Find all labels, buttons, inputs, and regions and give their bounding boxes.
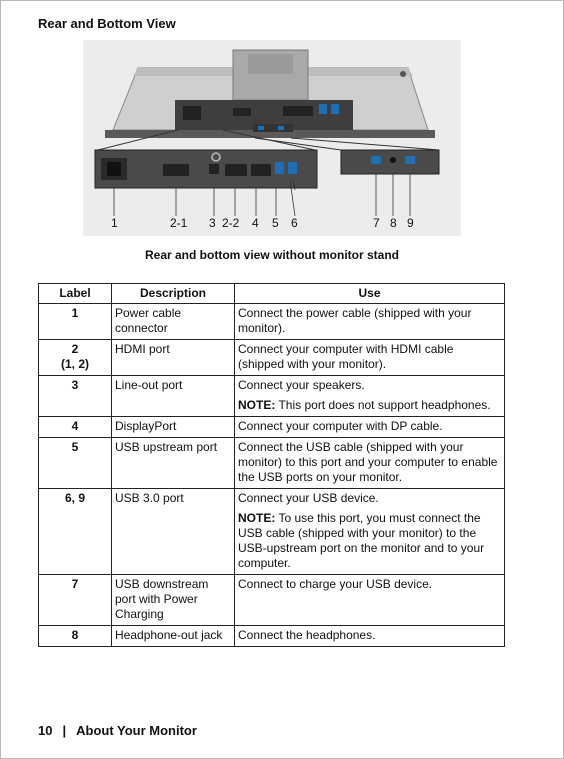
row-use xyxy=(235,575,505,626)
callout-label: 7 xyxy=(373,216,380,230)
use-text: Connect your computer with DP cable. xyxy=(238,419,443,433)
row-use xyxy=(235,304,505,340)
row-description: Power cable connector xyxy=(112,304,235,340)
callout-label: 1 xyxy=(111,216,118,230)
label-text: 3 xyxy=(71,378,79,392)
footer-separator: | xyxy=(62,723,67,738)
chapter-title: About Your Monitor xyxy=(76,723,197,738)
note-paragraph xyxy=(238,398,501,413)
use-text: Connect your computer with HDMI cable (shipped with your monitor). xyxy=(238,342,454,371)
label-text: 1 xyxy=(71,306,79,320)
row-description: DisplayPort xyxy=(112,417,235,438)
ports-table xyxy=(38,283,505,647)
callout-label: 4 xyxy=(252,216,259,230)
label-text: 4 xyxy=(71,419,79,433)
use-text: Connect your speakers. xyxy=(238,378,365,392)
use-text: Connect the USB cable (shipped with your monitor) to this port and your computer to enable the USB ports on your monitor. xyxy=(238,440,498,484)
callout-label: 8 xyxy=(390,216,397,230)
use-text: Connect the power cable (shipped with your monitor). xyxy=(238,306,472,335)
row-label xyxy=(39,340,112,376)
figure-caption: Rear and bottom view without monitor stand xyxy=(144,248,399,262)
label-text: 5 xyxy=(71,440,79,454)
use-text: Connect your USB device. xyxy=(238,491,379,505)
callout-label: 3 xyxy=(209,216,216,230)
table-row xyxy=(39,489,505,575)
row-use xyxy=(235,438,505,489)
figure-callouts xyxy=(0,216,564,236)
row-description: HDMI port xyxy=(112,340,235,376)
table-row xyxy=(39,417,505,438)
row-description: USB upstream port xyxy=(112,438,235,489)
row-label xyxy=(39,626,112,647)
row-label xyxy=(39,489,112,575)
header-description: Description xyxy=(112,284,235,304)
row-label xyxy=(39,438,112,489)
use-text: Connect to charge your USB device. xyxy=(238,577,433,591)
section-title: Rear and Bottom View xyxy=(38,16,176,31)
note-label: NOTE: xyxy=(238,398,276,412)
monitor-rear-bottom-illustration xyxy=(83,40,461,236)
row-description: Line-out port xyxy=(112,376,235,417)
label-text: 8 xyxy=(71,628,79,642)
callout-label: 9 xyxy=(407,216,414,230)
table-row xyxy=(39,376,505,417)
row-description: USB downstream port with Power Charging xyxy=(112,575,235,626)
table-row xyxy=(39,304,505,340)
label-text: 2 xyxy=(71,342,79,356)
callout-label: 6 xyxy=(291,216,298,230)
row-label xyxy=(39,575,112,626)
page-number: 10 xyxy=(38,723,53,738)
label-text: 6, 9 xyxy=(64,491,85,505)
table-row xyxy=(39,340,505,376)
table-header-row xyxy=(39,284,505,304)
label-subtext: (1, 2) xyxy=(60,357,89,371)
table-row xyxy=(39,626,505,647)
header-label: Label xyxy=(39,284,112,304)
row-description: Headphone-out jack xyxy=(112,626,235,647)
header-use: Use xyxy=(235,284,505,304)
use-text: Connect the headphones. xyxy=(238,628,376,642)
row-use xyxy=(235,489,505,575)
row-use xyxy=(235,626,505,647)
note-text: This port does not support headphones. xyxy=(275,398,491,412)
row-description: USB 3.0 port xyxy=(112,489,235,575)
row-use xyxy=(235,376,505,417)
table-row xyxy=(39,438,505,489)
note-label: NOTE: xyxy=(238,511,276,525)
row-use xyxy=(235,417,505,438)
label-text: 7 xyxy=(71,577,79,591)
callout-label: 2-1 xyxy=(170,216,188,230)
note-paragraph xyxy=(238,511,501,571)
table-row xyxy=(39,575,505,626)
row-label xyxy=(39,304,112,340)
row-label xyxy=(39,417,112,438)
page-footer xyxy=(38,723,197,738)
row-use xyxy=(235,340,505,376)
row-label xyxy=(39,376,112,417)
note-text: To use this port, you must connect the USB cable (shipped with your monitor) to the USB-upstream port on the monitor and to your computer. xyxy=(238,511,485,570)
callout-label: 5 xyxy=(272,216,279,230)
callout-label: 2-2 xyxy=(222,216,240,230)
